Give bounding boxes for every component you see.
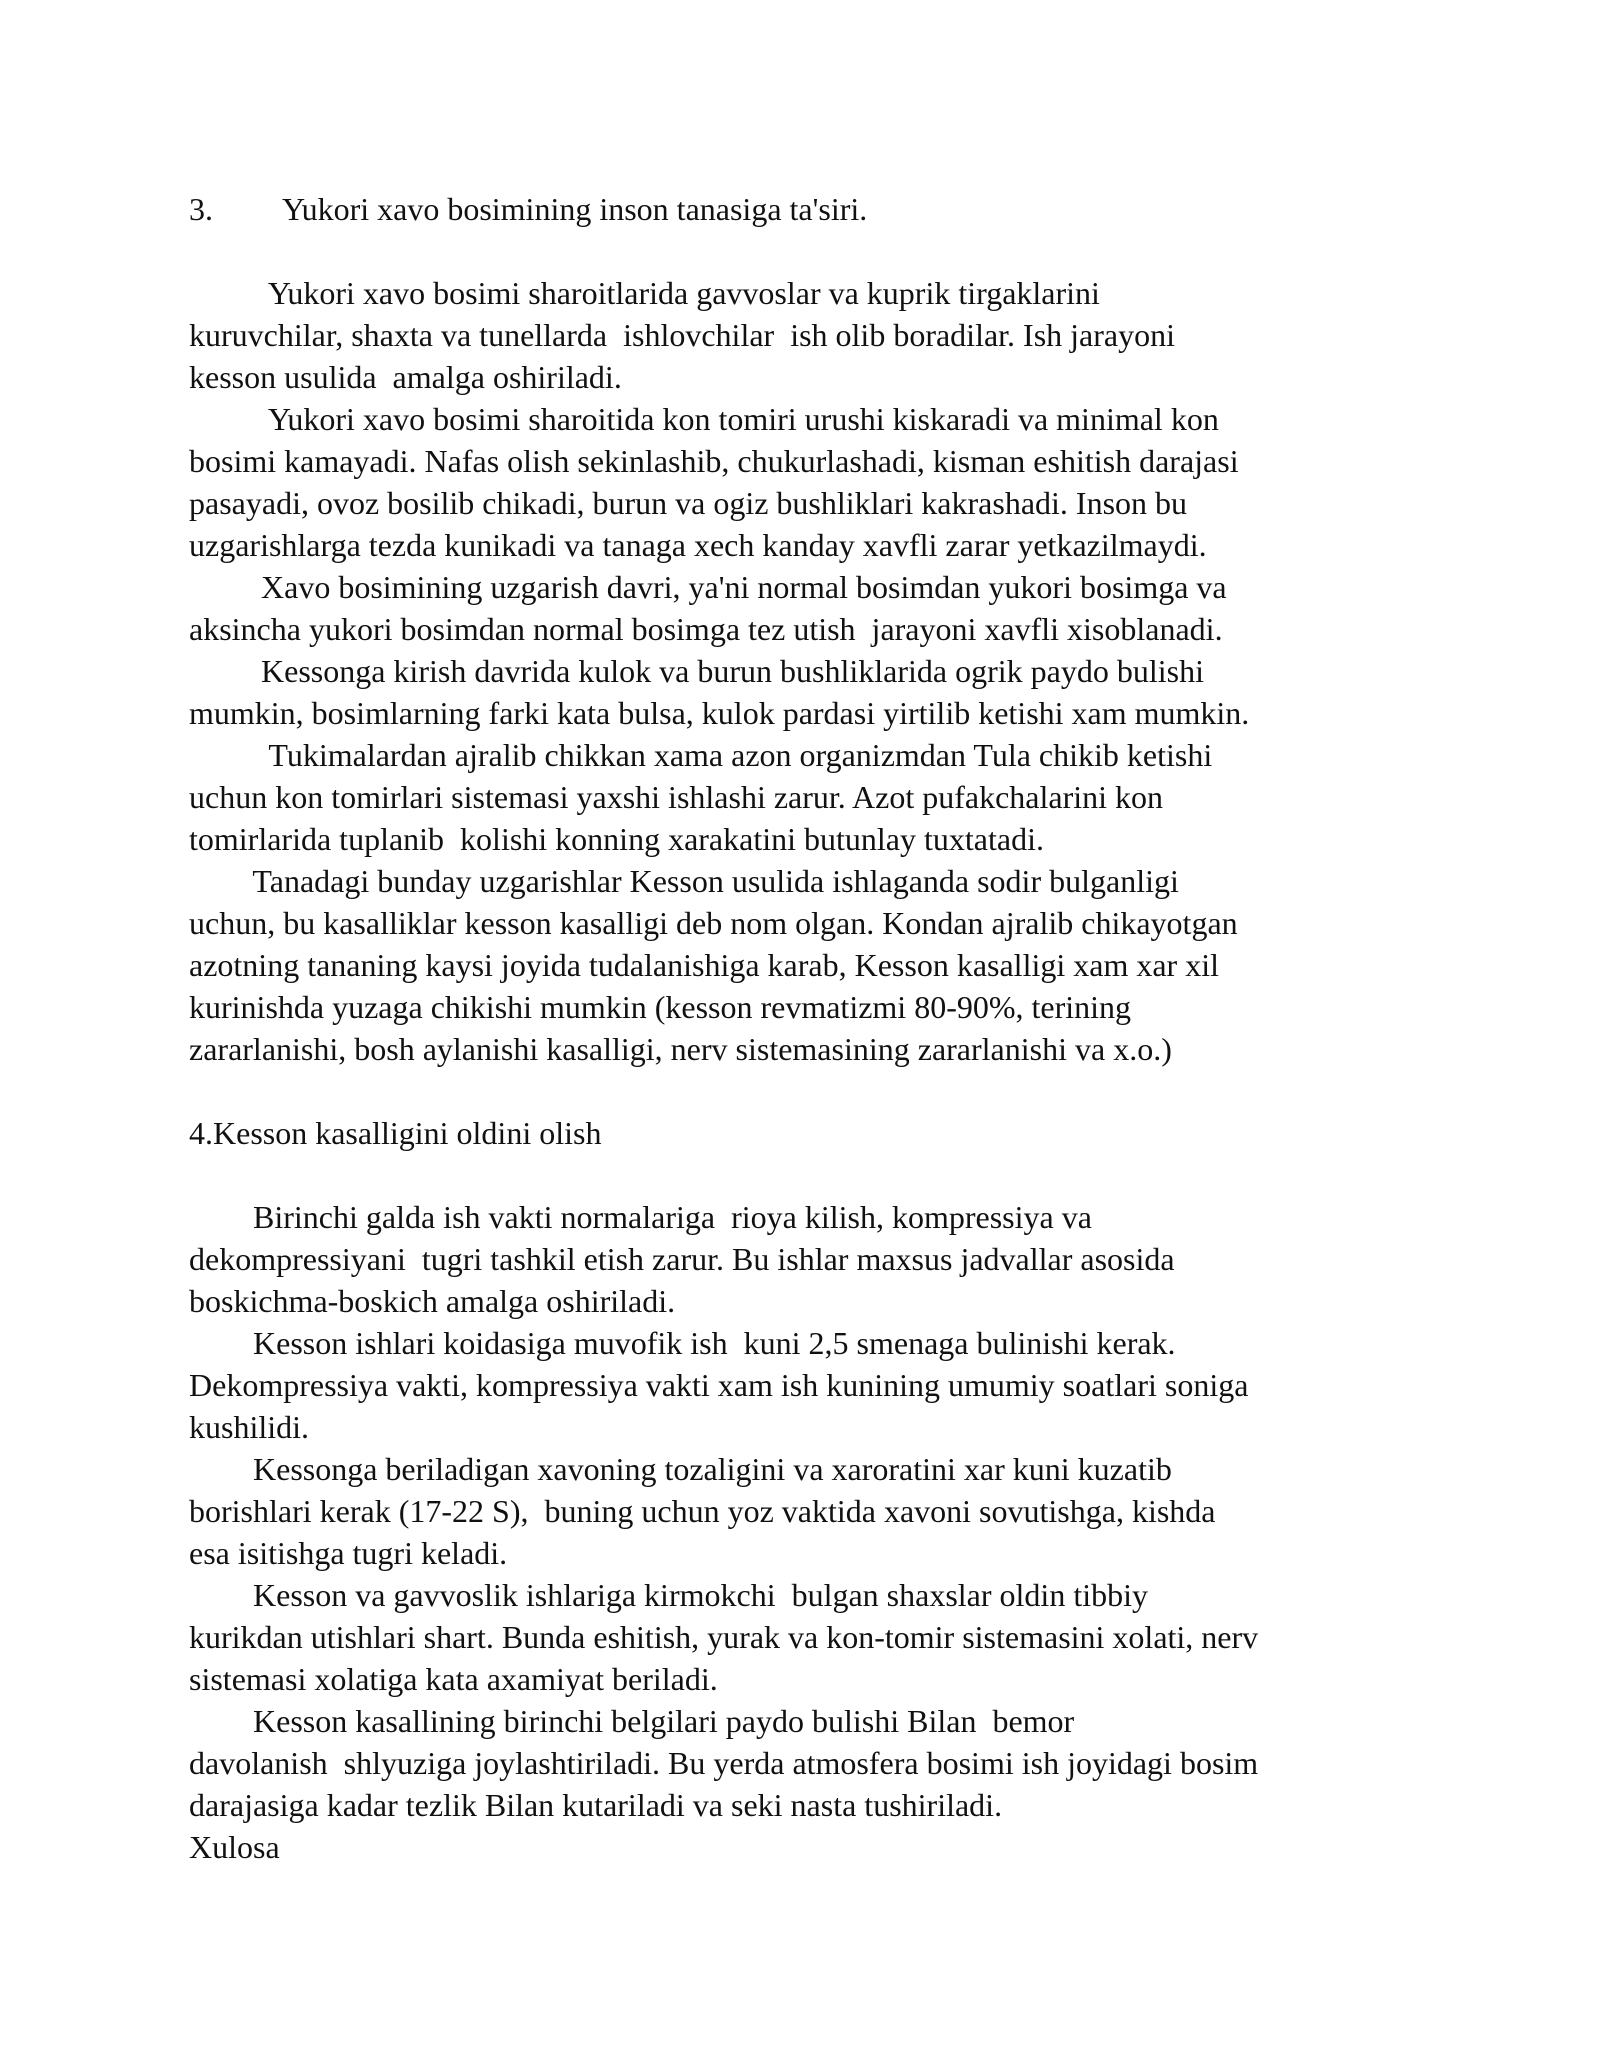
- document-page: [189, 188, 1429, 1868]
- text-line: Yukori xavo bosimi sharoitida kon tomiri urushi kiskaradi va minimal kon: [189, 401, 1219, 437]
- spacer: [189, 230, 1429, 272]
- text-line: aksincha yukori bosimdan normal bosimga tez utish jarayoni xavfli xisoblanadi.: [189, 611, 1223, 647]
- text-line: Kesson va gavvoslik ishlariga kirmokchi bulgan shaxslar oldin tibbiy: [189, 1577, 1148, 1613]
- section-4-body: [189, 1196, 1429, 1868]
- text-line: sistemasi xolatiga kata axamiyat beriladi.: [189, 1661, 718, 1697]
- section-3-body: [189, 272, 1429, 1070]
- text-line: Birinchi galda ish vakti normalariga rioya kilish, kompressiya va: [189, 1199, 1092, 1235]
- text-line: azotning tananing kaysi joyida tudalanishiga karab, Kesson kasalligi xam xar xil: [189, 947, 1219, 983]
- text-line: uchun, bu kasalliklar kesson kasalligi deb nom olgan. Kondan ajralib chikayotgan: [189, 905, 1238, 941]
- text-line: kurikdan utishlari shart. Bunda eshitish, yurak va kon-tomir sistemasini xolati, nerv: [189, 1619, 1259, 1655]
- text-line: zararlanishi, bosh aylanishi kasalligi, nerv sistemasining zararlanishi va x.o.): [189, 1031, 1172, 1067]
- spacer: [189, 1070, 1429, 1112]
- text-line: kurinishda yuzaga chikishi mumkin (kesson revmatizmi 80-90%, terining: [189, 989, 1132, 1025]
- text-line: darajasiga kadar tezlik Bilan kutariladi va seki nasta tushiriladi.: [189, 1787, 1003, 1823]
- text-line: Kesson kasallining birinchi belgilari paydo bulishi Bilan bemor: [189, 1703, 1075, 1739]
- text-line: Tukimalardan ajralib chikkan xama azon organizmdan Tula chikib ketishi: [189, 737, 1213, 773]
- text-line: bosimi kamayadi. Nafas olish sekinlashib, chukurlashadi, kisman eshitish darajasi: [189, 443, 1239, 479]
- text-line: Yukori xavo bosimi sharoitlarida gavvoslar va kuprik tirgaklarini: [189, 275, 1100, 311]
- text-line: kuruvchilar, shaxta va tunellarda ishlovchilar ish olib boradilar. Ish jarayoni: [189, 317, 1175, 353]
- spacer: [189, 1154, 1429, 1196]
- conclusion-heading: Xulosa: [189, 1829, 280, 1865]
- text-line: boskichma-boskich amalga oshiriladi.: [189, 1283, 676, 1319]
- text-line: pasayadi, ovoz bosilib chikadi, burun va ogiz bushliklari kakrashadi. Inson bu: [189, 485, 1188, 521]
- text-line: Tanadagi bunday uzgarishlar Kesson usulida ishlaganda sodir bulganligi: [189, 863, 1179, 899]
- text-line: kushilidi.: [189, 1409, 310, 1445]
- text-line: uchun kon tomirlari sistemasi yaxshi ishlashi zarur. Azot pufakchalarini kon: [189, 779, 1164, 815]
- text-line: tomirlarida tuplanib kolishi konning xarakatini butunlay tuxtatadi.: [189, 821, 1044, 857]
- text-line: borishlari kerak (17-22 S), buning uchun yoz vaktida xavoni sovutishga, kishda: [189, 1493, 1216, 1529]
- text-line: Dekompressiya vakti, kompressiya vakti xam ish kunining umumiy soatlari soniga: [189, 1367, 1249, 1403]
- text-line: Kesson ishlari koidasiga muvofik ish kuni 2,5 smenaga bulinishi kerak.: [189, 1325, 1176, 1361]
- section-3-heading: [189, 188, 1429, 230]
- text-line: davolanish shlyuziga joylashtiriladi. Bu yerda atmosfera bosimi ish joyidagi bosim: [189, 1745, 1259, 1781]
- text-line: dekompressiyani tugri tashkil etish zarur. Bu ishlar maxsus jadvallar asosida: [189, 1241, 1175, 1277]
- text-line: Kessonga beriladigan xavoning tozaligini va xaroratini xar kuni kuzatib: [189, 1451, 1172, 1487]
- text-line: mumkin, bosimlarning farki kata bulsa, kulok pardasi yirtilib ketishi xam mumkin.: [189, 695, 1250, 731]
- text-line: Xavo bosimining uzgarish davri, ya'ni normal bosimdan yukori bosimga va: [189, 569, 1227, 605]
- section-4-heading: 4.Kesson kasalligini oldini olish: [189, 1115, 602, 1151]
- text-line: esa isitishga tugri keladi.: [189, 1535, 508, 1571]
- text-line: uzgarishlarga tezda kunikadi va tanaga xech kanday xavfli zarar yetkazilmaydi.: [189, 527, 1207, 563]
- section-3-title: Yukori xavo bosimining inson tanasiga ta'siri.: [282, 191, 868, 227]
- text-line: Kessonga kirish davrida kulok va burun bushliklarida ogrik paydo bulishi: [189, 653, 1204, 689]
- text-line: kesson usulida amalga oshiriladi.: [189, 359, 622, 395]
- section-3-number: 3.: [189, 191, 213, 227]
